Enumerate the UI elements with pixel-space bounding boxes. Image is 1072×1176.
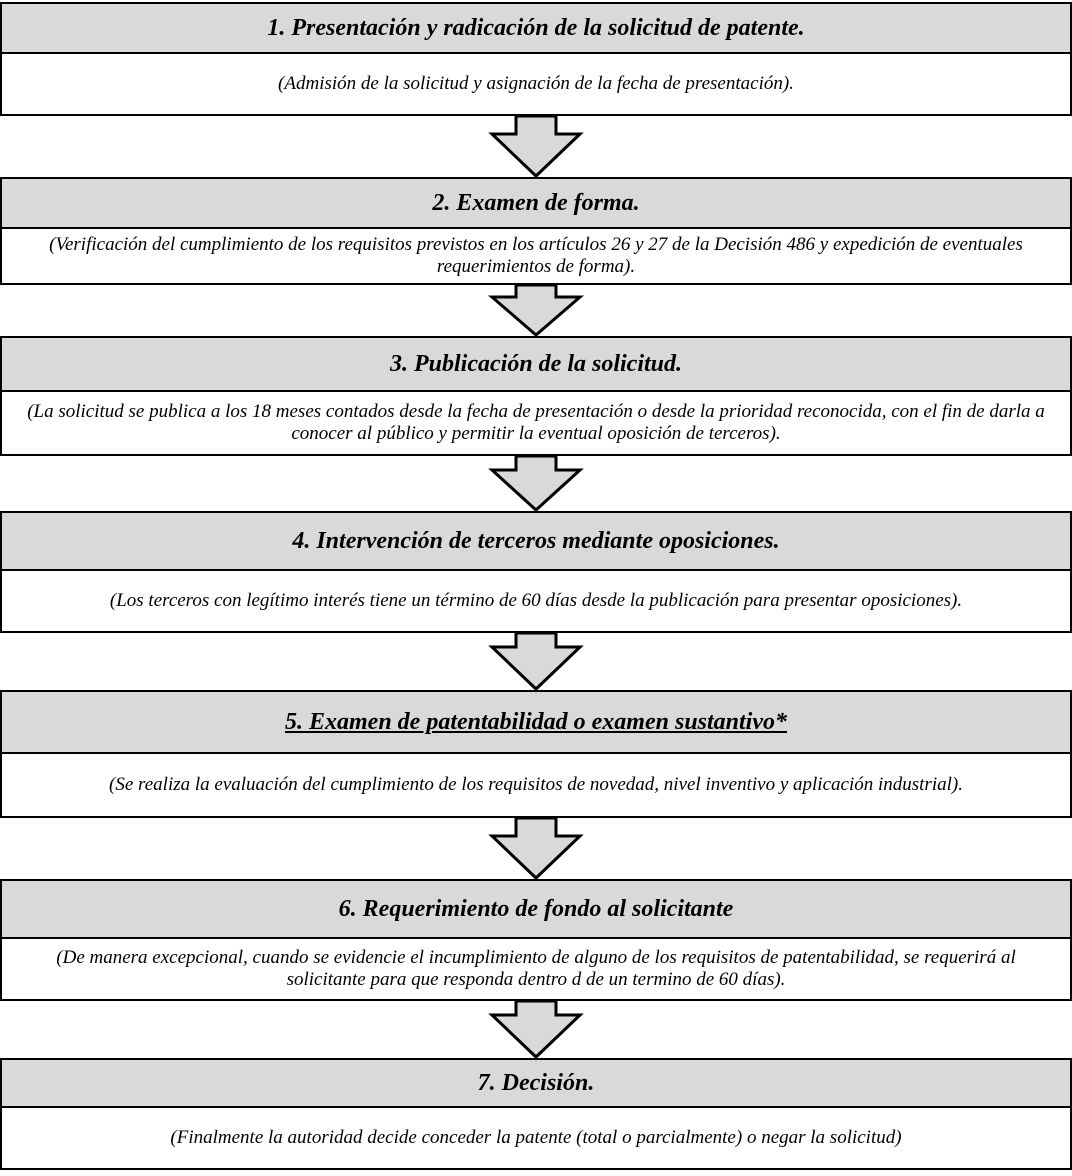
step-4-header [0, 511, 1072, 571]
step-2-header [0, 177, 1072, 229]
step-4-description: (Los terceros con legítimo interés tiene un término de 60 días desde la publicación para presentar oposiciones). [109, 590, 963, 611]
step-5-description: (Se realiza la evaluación del cumplimiento de los requisitos de novedad, nivel inventivo y aplicación industrial). [109, 774, 963, 795]
step-7-description-box [0, 1108, 1072, 1170]
step-3-title: 3. Publicación de la solicitud. [390, 351, 682, 377]
step-7-title: 7. Decisión. [477, 1070, 595, 1096]
step-3-header [0, 336, 1072, 392]
step-2-description: (Verificación del cumplimiento de los requisitos previstos en los artículos 26 y 27 de la Decisión 486 y expedición de eventuales requerimientos de forma). [49, 234, 1023, 277]
step-7-description: (Finalmente la autoridad decide conceder la patente (total o parcialmente) o negar la solicitud) [170, 1127, 902, 1148]
down-arrow-icon [486, 285, 586, 337]
step-7-header [0, 1058, 1072, 1108]
step-6-description-box [0, 939, 1072, 1001]
step-6-description: (De manera excepcional, cuando se evidencie el incumplimiento de alguno de los requisitos de patentabilidad, se requerirá al solicitante para que responda dentro d de un termino de 60 días). [56, 947, 1016, 990]
down-arrow-icon [486, 116, 586, 178]
step-6-title: 6. Requerimiento de fondo al solicitante [338, 896, 734, 922]
step-3-description: (La solicitud se publica a los 18 meses contados desde la fecha de presentación o desde la prioridad reconocida, con el fin de darla a conocer al público y permitir la eventual oposición de terceros). [27, 401, 1045, 444]
step-1-title: 1. Presentación y radicación de la solicitud de patente. [267, 15, 805, 41]
step-5-header [0, 690, 1072, 754]
down-arrow-icon [486, 456, 586, 512]
step-6-header [0, 879, 1072, 939]
down-arrow-icon [486, 633, 586, 691]
down-arrow-icon [486, 1001, 586, 1059]
step-5-title: 5. Examen de patentabilidad o examen sustantivo* [284, 709, 788, 735]
step-1-description-box [0, 54, 1072, 116]
step-2-title: 2. Examen de forma. [432, 190, 640, 216]
step-4-description-box [0, 571, 1072, 633]
step-4-title: 4. Intervención de terceros mediante oposiciones. [292, 528, 780, 554]
step-1-header [0, 2, 1072, 54]
step-5-description-box [0, 754, 1072, 818]
step-2-description-box [0, 229, 1072, 285]
step-1-description: (Admisión de la solicitud y asignación de la fecha de presentación). [278, 73, 794, 94]
down-arrow-icon [486, 818, 586, 880]
step-3-description-box [0, 392, 1072, 456]
